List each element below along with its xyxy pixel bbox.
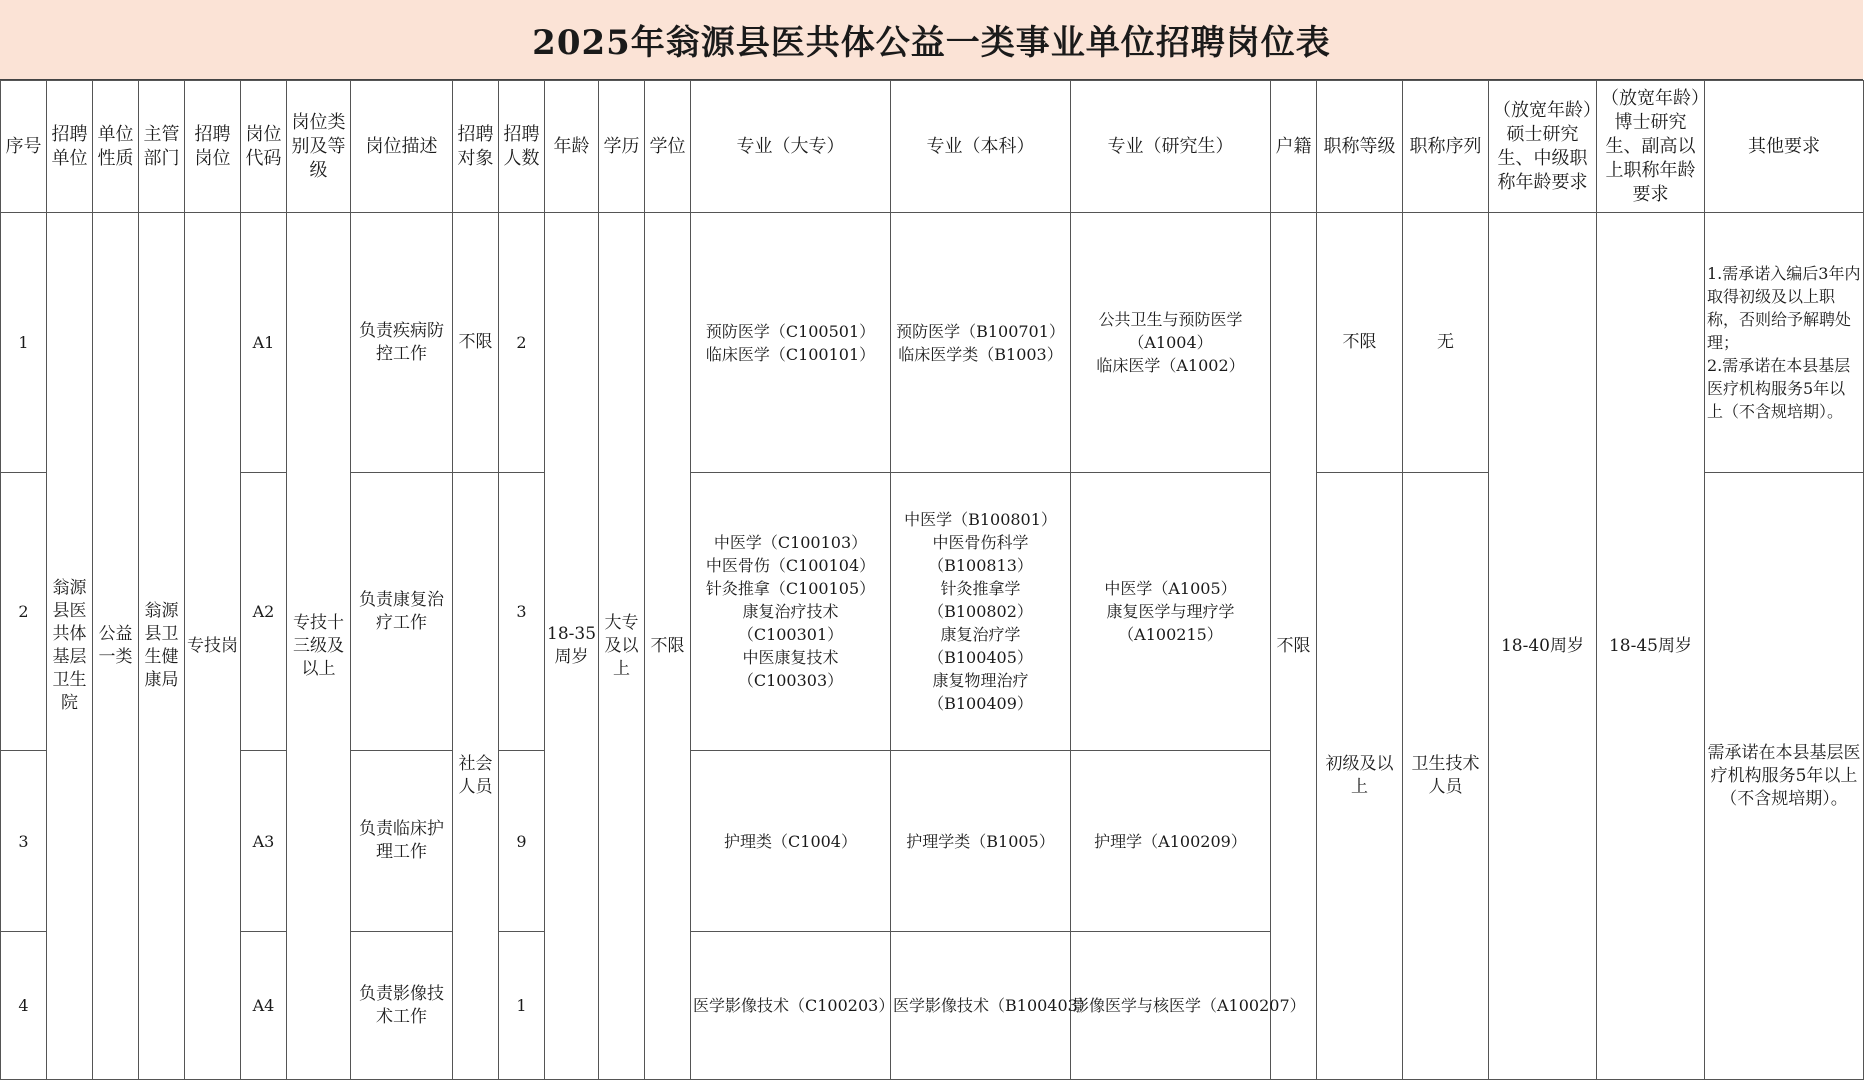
cell-age-master: 18-40周岁 [1489,213,1597,1080]
header-age-master: （放宽年龄）硕士研究生、中级职称年龄要求 [1489,81,1597,213]
row-code: A2 [241,473,287,751]
major-line: 中医康复技术 [742,648,839,667]
row-desc: 负责临床护理工作 [351,751,453,932]
title-bar [0,0,1863,80]
header-code: 岗位代码 [241,81,287,213]
cell-title-level: 初级及以上 [1317,473,1403,1080]
header-nature: 单位性质 [93,81,139,213]
row-target: 不限 [453,213,499,473]
header-major-graduate: 专业（研究生） [1071,81,1271,213]
row-seq: 1 [1,213,47,473]
row-major-college [691,213,891,473]
row-major-college: 护理类（C1004） [691,751,891,932]
cell-category: 专技十三级及以上 [287,213,351,1080]
major-line: （B100409） [928,694,1033,713]
row-code: A1 [241,213,287,473]
other-line: 2.需承诺在本县基层医疗机构服务5年以上（不含规培期）。 [1707,356,1851,421]
cell-education: 大专及以上 [599,213,645,1080]
major-line: 康复治疗技术 [742,602,839,621]
major-line: 预防医学（C100501） [705,321,876,341]
major-line: （C100301） [737,625,844,644]
major-line: （B100405） [928,648,1033,667]
header-category: 岗位类别及等级 [287,81,351,213]
cell-post: 专技岗 [185,213,241,1080]
row-major-graduate [1071,213,1271,473]
header-other: 其他要求 [1705,81,1864,213]
row-major-graduate [1071,473,1271,751]
row-major-bachelor [891,213,1071,473]
header-education: 学历 [599,81,645,213]
row-seq: 4 [1,932,47,1080]
header-major-college: 专业（大专） [691,81,891,213]
row-major-bachelor: 医学影像技术（B100403） [891,932,1071,1080]
row-count: 9 [499,751,545,932]
major-line: 临床医学类（B1003） [898,344,1063,364]
row-title-series: 无 [1403,213,1489,473]
cell-hukou: 不限 [1271,213,1317,1080]
row-count: 3 [499,473,545,751]
header-degree: 学位 [645,81,691,213]
cell-title-series: 卫生技术人员 [1403,473,1489,1080]
other-line: 1.需承诺入编后3年内取得初级及以上职称，否则给予解聘处理； [1707,264,1861,352]
header-row [1,81,1864,213]
row-other [1705,213,1864,473]
cell-dept: 翁源县卫生健康局 [139,213,185,1080]
header-hukou: 户籍 [1271,81,1317,213]
row-desc: 负责疾病防控工作 [351,213,453,473]
row-seq: 2 [1,473,47,751]
major-line: 针灸推拿（C100105） [705,579,876,598]
row-major-college: 医学影像技术（C100203） [691,932,891,1080]
major-line: 针灸推拿学 [940,579,1021,598]
cell-other: 需承诺在本县基层医疗机构服务5年以上（不含规培期）。 [1705,473,1864,1080]
cell-nature: 公益一类 [93,213,139,1080]
major-line: 康复治疗学 [940,625,1021,644]
row-title-level: 不限 [1317,213,1403,473]
header-count: 招聘人数 [499,81,545,213]
row-desc: 负责康复治疗工作 [351,473,453,751]
row-seq: 3 [1,751,47,932]
row-major-graduate: 护理学（A100209） [1071,751,1271,932]
cell-degree: 不限 [645,213,691,1080]
header-major-bachelor: 专业（本科） [891,81,1071,213]
header-post: 招聘岗位 [185,81,241,213]
major-line: 临床医学（A1002） [1096,356,1245,375]
major-line: （C100303） [737,671,844,690]
header-unit: 招聘单位 [47,81,93,213]
header-title-series: 职称序列 [1403,81,1489,213]
major-line: 中医学（B100801） [904,510,1057,529]
row-major-bachelor [891,473,1071,751]
cell-target-social: 社会人员 [453,473,499,1080]
major-line: 公共卫生与预防医学 [1098,310,1243,329]
major-line: 临床医学（C100101） [705,344,876,364]
header-age-doctor: （放宽年龄）博士研究生、副高以上职称年龄要求 [1597,81,1705,213]
row-code: A3 [241,751,287,932]
header-desc: 岗位描述 [351,81,453,213]
header-age: 年龄 [545,81,599,213]
major-line: （A1004） [1128,333,1213,352]
major-line: （A100215） [1118,625,1223,644]
recruitment-table [0,80,1864,1080]
major-line: 中医学（C100103） [713,533,868,552]
row-code: A4 [241,932,287,1080]
major-line: （B100802） [928,602,1033,621]
major-line: 中医骨伤（C100104） [705,556,876,575]
page-title: 2025年翁源县医共体公益一类事业单位招聘岗位表 [532,23,1331,63]
row-desc: 负责影像技术工作 [351,932,453,1080]
header-target: 招聘对象 [453,81,499,213]
header-title-level: 职称等级 [1317,81,1403,213]
major-line: 中医学（A1005） [1104,579,1237,598]
cell-age: 18-35周岁 [545,213,599,1080]
header-seq: 序号 [1,81,47,213]
row-count: 2 [499,213,545,473]
header-dept: 主管部门 [139,81,185,213]
row-major-college [691,473,891,751]
major-line: 预防医学（B100701） [896,321,1065,341]
major-line: 中医骨伤科学 [932,533,1029,552]
major-line: （B100813） [928,556,1033,575]
cell-age-doctor: 18-45周岁 [1597,213,1705,1080]
row-count: 1 [499,932,545,1080]
row-major-graduate: 影像医学与核医学（A100207） [1071,932,1271,1080]
major-line: 康复物理治疗 [932,671,1029,690]
cell-unit: 翁源县医共体基层卫生院 [47,213,93,1080]
major-line: 康复医学与理疗学 [1106,602,1235,621]
row-major-bachelor: 护理学类（B1005） [891,751,1071,932]
table-row [1,213,1864,473]
